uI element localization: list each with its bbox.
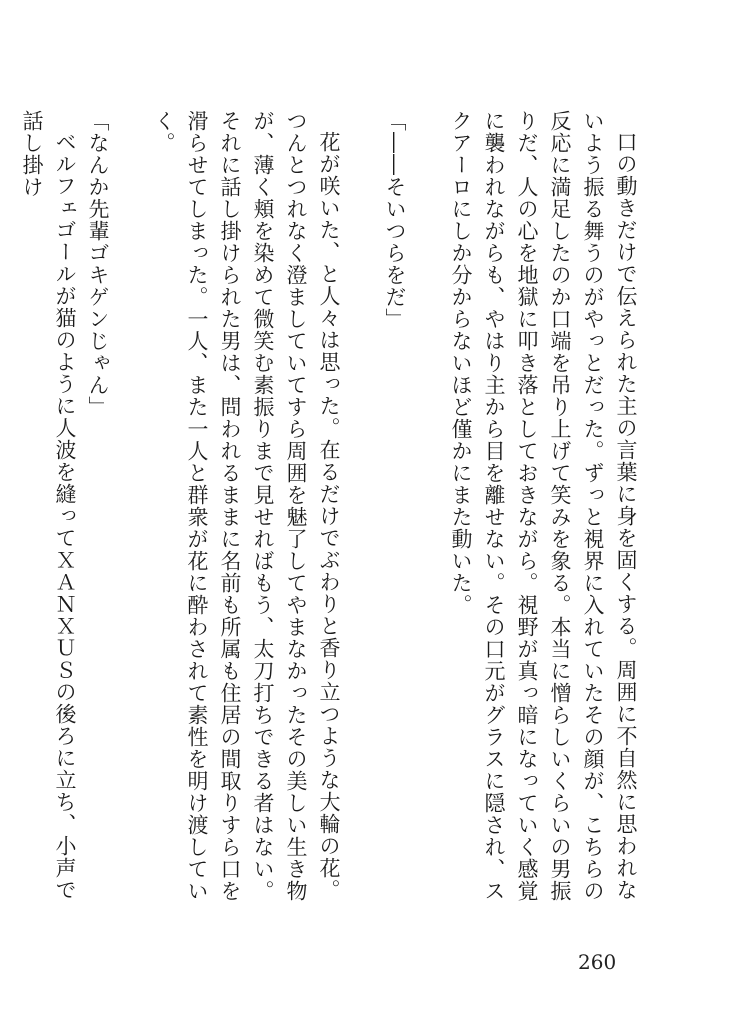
paragraph-3: ベルフェゴールが猫のように人波を縫ってＸＡＮＸＵＳの後ろに立ち、小声で話し掛け xyxy=(20,110,77,901)
blank-line xyxy=(411,110,444,910)
blank-line xyxy=(345,110,378,910)
blank-line xyxy=(114,110,147,910)
dialogue-line-2: 「なんか先輩ゴキゲンじゃん」 xyxy=(86,110,110,418)
paragraph-2: 花が咲いた、と人々は思った。在るだけでぶわりと香り立つような大輪の花。つんとつれなく澄ましていてすら周囲を魅了してやまなかったその美しい生き物が、薄く頬を染めて微笑む素振りまで見せればもう、太刀打ちできる者はない。それに話し掛けられた男は、問われるままに名前も所属も住居の間取りすら口を滑らせてしまった。一人、また一人と群衆が花に酔わされて素性を明け渡していく。 xyxy=(152,110,341,902)
paragraph-1: 口の動きだけで伝えられた主の言葉に身を固くする。周囲に不自然に思われないよう振る舞うのがやっとだった。ずっと視界に入れていたその顔が、こちらの反応に満足したのか口端を吊り上げて笑みを象る。本当に憎らしいくらいの男振りだ、人の心を地獄に叩き落としておきながら。視野が真っ暗になっていく感覚に襲われながらも、やはり主から目を離せない。その口元がグラスに隠され、スクアーロにしか分からないほど僅かにまた動いた。 xyxy=(449,110,638,902)
dialogue-line-1: 「――そいつらをだ」 xyxy=(383,110,407,330)
vertical-text-body xyxy=(20,110,642,910)
page-number: 260 xyxy=(578,950,617,974)
